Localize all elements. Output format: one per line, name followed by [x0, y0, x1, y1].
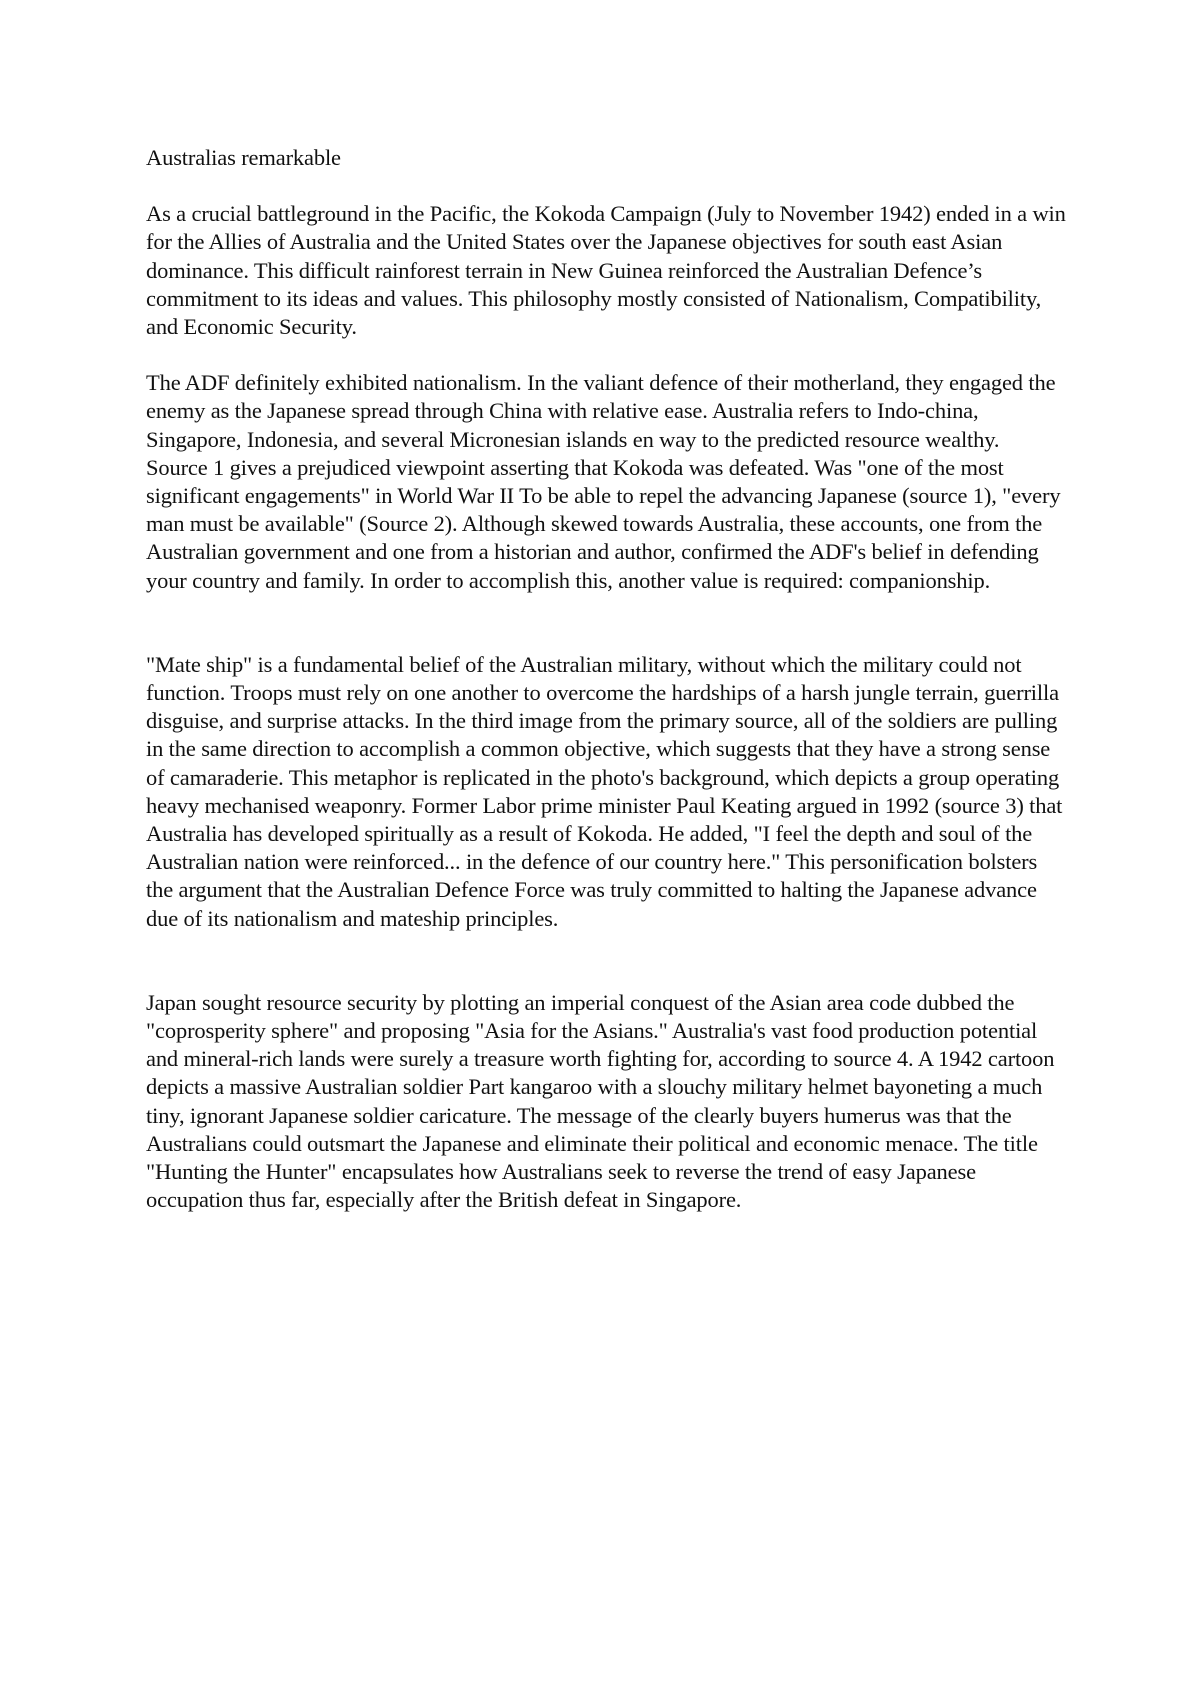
paragraph-economic-security: Japan sought resource security by plotting an imperial conquest of the Asian area code dubbed the "coprosperity sphere" and proposing "Asia for the Asians." Australia's vast food production potential and mineral-rich lands were surely a treasure worth fighting for, according to source 4. A 1942 cartoon depicts a massive Australian soldier Part kangaroo with a slouchy military helmet bayoneting a much tiny, ignorant Japanese soldier caricature. The message of the clearly buyers humerus was that the Australians could outsmart the Japanese and eliminate their political and economic menace. The title "Hunting the Hunter" encapsulates how Australians seek to reverse the trend of easy Japanese occupation thus far, especially after the British defeat in Singapore.	[146, 989, 1055, 1213]
paragraph-nationalism: The ADF definitely exhibited nationalism. In the valiant defence of their motherland, they engaged the enemy as the Japanese spread through China with relative ease. Australia refers to Indo-china, Singapore, Indonesia, and several Micronesian islands en way to the predicted resource wealthy. Source 1 gives a prejudiced viewpoint asserting that Kokoda was defeated. Was "one of the most significant engagements" in World War II To be able to repel the advancing Japanese (source 1), "every man must be available" (Source 2). Although skewed towards Australia, these accounts, one from the Australian government and one from a historian and author, confirmed the ADF's belief in defending your country and family. In order to accomplish this, another value is required: companionship.	[146, 370, 1061, 593]
paragraph-introduction: As a crucial battleground in the Pacific, the Kokoda Campaign (July to November 1942) ended in a win for the Allies of Australia and the United States over the Japanese objectives for south east Asian dominance. This difficult rainforest terrain in New Guinea reinforced the Australian Defence’s commitment to its ideas and values. This philosophy mostly consisted of Nationalism, Compatibility, and Economic Security.	[146, 201, 1066, 340]
paragraph-mateship: "Mate ship" is a fundamental belief of the Australian military, without which the military could not function. Troops must rely on one another to overcome the hardships of a harsh jungle terrain, guerrilla disguise, and surprise attacks. In the third image from the primary source, all of the soldiers are pulling in the same direction to accomplish a common objective, which suggests that they have a strong sense of camaraderie. This metaphor is replicated in the photo's background, which depicts a group operating heavy mechanised weaponry. Former Labor prime minister Paul Keating argued in 1992 (source 3) that Australia has developed spiritually as a result of Kokoda. He added, "I feel the depth and soul of the Australian nation were reinforced... in the defence of our country here." This personification bolsters the argument that the Australian Defence Force was truly committed to halting the Japanese advance due of its nationalism and mateship principles.	[146, 651, 1063, 931]
document-body	[146, 144, 1066, 1243]
document-title: Australias remarkable	[146, 145, 341, 170]
